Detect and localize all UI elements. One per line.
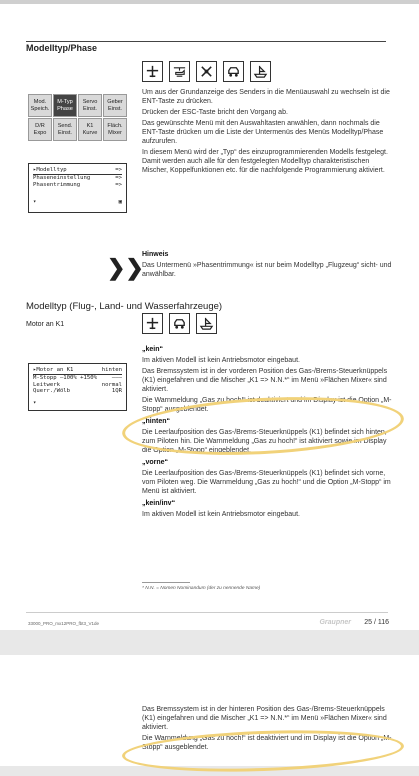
menu-tile-label: Einst.	[108, 105, 122, 112]
menu-tile-label: Expo	[33, 129, 47, 136]
menu-tile[interactable]	[103, 94, 127, 117]
section2-title: Modelltyp (Flug-, Land- und Wasserfahrzeuge)	[26, 301, 223, 312]
menu-tile-label: Kurve	[82, 129, 98, 136]
menu-tile[interactable]	[53, 94, 77, 117]
helicopter-icon	[169, 61, 190, 82]
page-top-edge	[0, 0, 419, 4]
page-number: 25 / 116	[364, 619, 389, 626]
paragraph: Die Warnmeldung „Gas zu hoch!“ ist deaktiviert und im Display ist die Option „M-Stopp“ ausgeblendet.	[142, 735, 392, 751]
plane-icon	[142, 313, 163, 334]
lcd-display-motor	[28, 363, 127, 411]
footnote-rule	[142, 582, 190, 583]
menu-tile[interactable]	[78, 94, 102, 117]
lcd-row[interactable]	[33, 375, 122, 382]
lcd-row-value: –––	[111, 374, 122, 381]
menu-tile-label: Geber	[107, 99, 123, 105]
menu-tile[interactable]	[103, 118, 127, 141]
lcd-row-label: Querr./Wölb	[33, 388, 71, 395]
lcd-row-label: Phaseneinstellung	[33, 174, 91, 181]
scroll-down-icon: ▾	[33, 199, 37, 206]
lcd-row[interactable]	[33, 367, 122, 375]
paragraph: Die Warnmeldung „Gas zu hoch!“ ist deaktiviert und im Display ist die Option „M-Stopp“ ausgeblendet.	[142, 397, 392, 413]
footnote: * N.N. = Nomen Nominandum (der zu nennende Name)	[142, 586, 261, 591]
lcd-row-label: ▸Motor an K1	[33, 367, 74, 373]
paragraph: In diesem Menü wird der „Typ“ des einzuprogrammierenden Modells festgelegt. Damit werden auch alle für den festgelegten Modelltyp charakteristischen Mischer, Koppelfunktionen etc. für die nachfolgende Programmierung aktiviert.	[142, 149, 388, 174]
plane-icon	[142, 61, 163, 82]
lcd-row[interactable]	[33, 388, 122, 395]
option-title: „vorne“	[142, 459, 169, 466]
menu-tile-label: Fläch.	[107, 123, 123, 129]
car-icon	[169, 313, 190, 334]
menu-tile-label: K1	[86, 123, 94, 129]
model-type-icons-2	[142, 313, 217, 334]
menu-tile[interactable]	[28, 94, 52, 117]
paragraph: Das Bremssystem ist in der vorderen Position des Gas-/Brems-Steuerknüppels (K1) eingefahren und die Mischer „K1 => N.N.*“ im Menü »Flächen Mixer« sind aktiviert.	[142, 368, 388, 393]
lcd-display-submenu	[28, 163, 127, 213]
lcd-row-value: hinten	[101, 367, 122, 373]
lcd-row-label: Leitwerk	[33, 381, 60, 388]
car-icon	[223, 61, 244, 82]
double-chevron-icon: ❯❯	[107, 255, 144, 280]
hint-box	[142, 250, 392, 281]
manual-page-continued	[0, 655, 419, 766]
boat-icon	[250, 61, 271, 82]
paragraph: Drücken der ESC-Taste bricht den Vorgang ab.	[142, 109, 288, 116]
lcd-row[interactable]	[33, 382, 122, 389]
option-title: „hinten“	[142, 418, 170, 425]
hint-title: Hinweis	[142, 251, 169, 258]
paragraph: Das gewünschte Menü mit den Auswahltasten anwählen, dann nochmals die ENT-Taste drücken um die Liste der Untermenüs des Menüs Modelltyp/Phase aufzurufen.	[142, 120, 384, 145]
section-rule	[26, 41, 386, 42]
lcd-row[interactable]	[33, 167, 122, 175]
boat-icon	[196, 313, 217, 334]
lcd-row-value: =>	[115, 167, 122, 173]
lcd-row-label: ▸Modelltyp	[33, 167, 67, 173]
paragraph: Die Leerlaufposition des Gas-/Brems-Steuerknüppels (K1) befindet sich hinten, zum Piloten hin. Die Warnmeldung „Gas zu hoch!“ ist aktiviert sowie im Display die Option „M-Stopp“ eingeblendet.	[142, 429, 387, 454]
model-type-icons	[142, 61, 271, 82]
lcd-row-value: 1QR	[111, 388, 122, 395]
footer-rule	[26, 612, 388, 613]
lcd-row-value: =>	[115, 181, 122, 188]
scroll-down-icon: ▾	[33, 400, 37, 407]
paragraph: Das Bremssystem ist in der hinteren Position des Gas-/Brems-Steuerknüppels (K1) eingefahren und die Mischer „K1 => N.N.*“ im Menü »Flächen Mixer« sind aktiviert.	[142, 706, 387, 731]
menu-tile-label: Send.	[57, 123, 73, 129]
footer-file-id: 33000_PRO_mx12PRO_fbt3_V1de	[28, 621, 100, 626]
lcd-row-value: normal	[101, 381, 122, 388]
menu-grid	[28, 94, 127, 141]
menu-tile-label: Servo	[82, 99, 98, 105]
lcd-row[interactable]	[33, 182, 122, 189]
section2-subtitle: Motor an K1	[26, 321, 65, 328]
menu-tile-label: Mod.	[33, 99, 47, 105]
menu-tile-label: M-Typ	[57, 99, 73, 105]
menu-tile[interactable]	[78, 118, 102, 141]
menu-tile-label: Einst.	[83, 105, 97, 112]
lcd-row-label: Phasentrimmung	[33, 181, 81, 188]
intro-text	[142, 88, 392, 177]
paragraph: Im aktiven Modell ist kein Antriebsmotor eingebaut.	[142, 511, 300, 518]
lcd-row-label: M-Stopp –100% +150%	[33, 374, 97, 381]
section-title: Modelltyp/Phase	[26, 43, 98, 53]
menu-tile-label: Mixer	[108, 129, 122, 136]
hint-text: Das Untermenü »Phasentrimmung« ist nur beim Modelltyp „Flugzeug“ sicht- und anwählbar.	[142, 262, 392, 278]
paragraph: Um aus der Grundanzeige des Senders in die Menüauswahl zu wechseln ist die ENT-Taste zu drücken.	[142, 89, 390, 105]
menu-tile-label: Einst.	[58, 129, 72, 136]
menu-tile-label: Phase	[57, 105, 73, 112]
menu-tile-label: D/R	[35, 123, 45, 129]
menu-tile[interactable]	[28, 118, 52, 141]
brand-logo: Graupner	[319, 619, 351, 626]
option-title: „kein/inv“	[142, 500, 176, 507]
lcd-row[interactable]	[33, 175, 122, 182]
option-title: „kein“	[142, 346, 164, 353]
paragraph: Im aktiven Modell ist kein Antriebsmotor eingebaut.	[142, 357, 300, 364]
lcd-row-value: =>	[115, 174, 122, 181]
menu-tile-label: Speich.	[30, 105, 50, 112]
paragraph: Die Leerlaufposition des Gas-/Brems-Steuerknüppels (K1) befindet sich vorne, vom Piloten weg. Die Warnmeldung „Gas zu hoch!“ und die Option „M-Stopp“ im Menü ist aktiviert.	[142, 470, 391, 495]
page-icon: ▣	[118, 199, 122, 206]
quadcopter-icon	[196, 61, 217, 82]
menu-tile[interactable]	[53, 118, 77, 141]
